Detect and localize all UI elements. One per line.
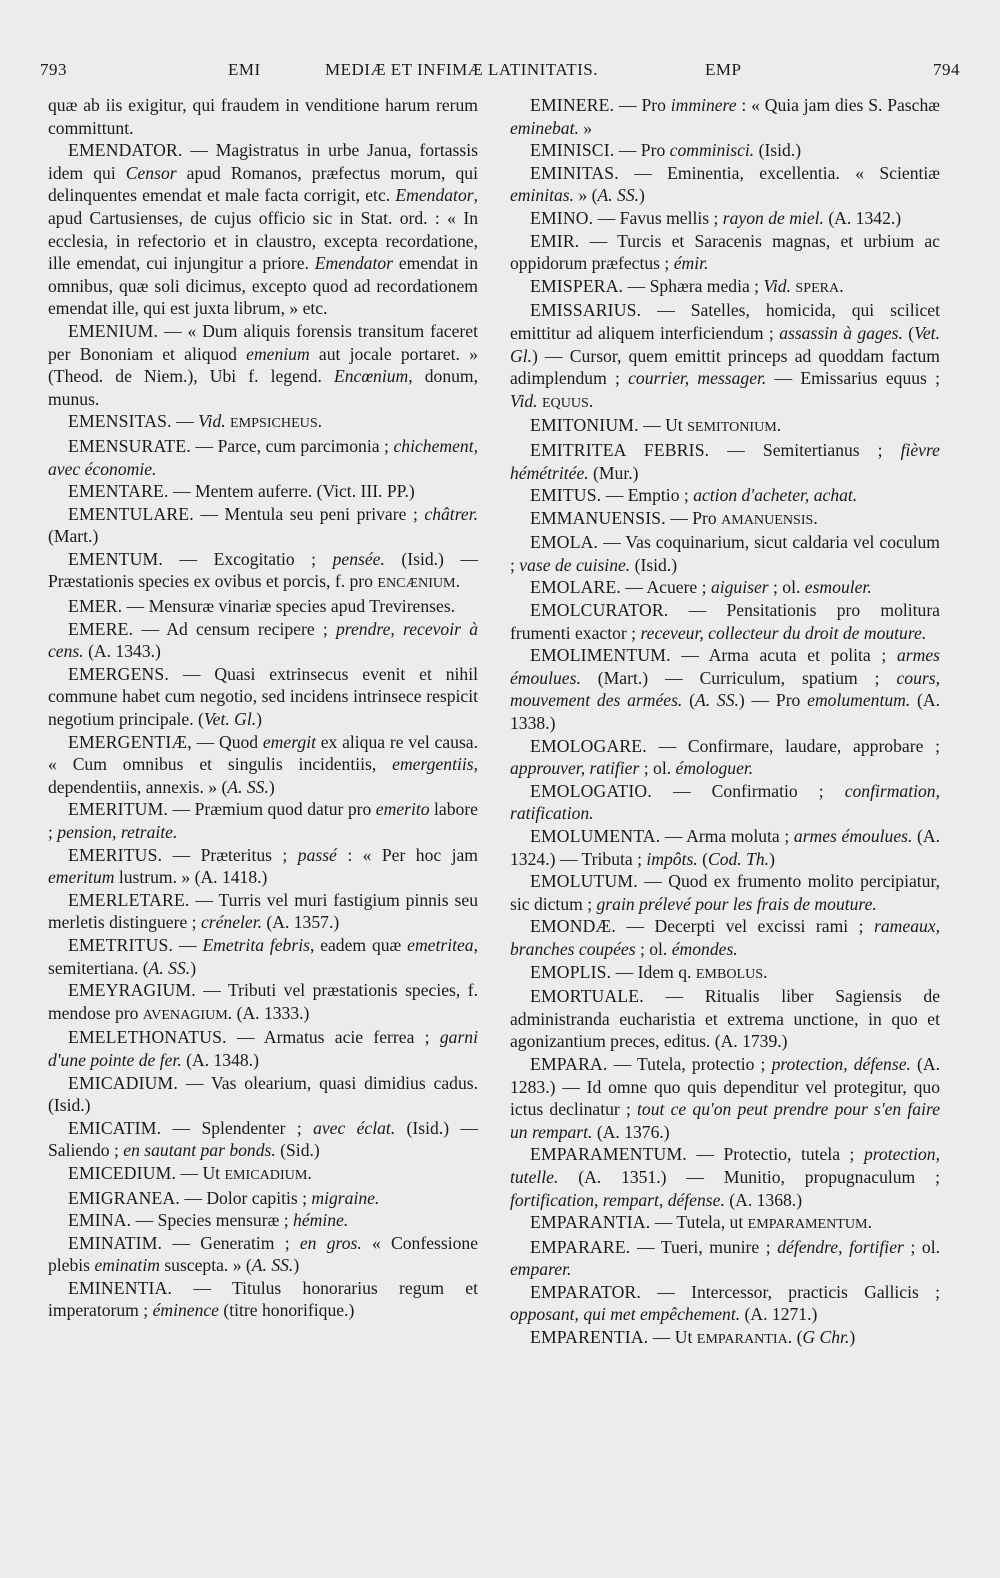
dictionary-entry	[48, 731, 478, 799]
entry-definition: — Mensuræ vinariæ species apud Trevirenses.	[122, 596, 456, 617]
entry-definition: — Præteritus ; passé : « Per hoc jam emeritum lustrum. » (A. 1418.)	[48, 844, 478, 888]
running-header	[40, 60, 960, 90]
entry-definition: — Idem q. EMBOLUS.	[611, 961, 768, 982]
dictionary-entry	[510, 576, 940, 599]
entry-definition: — Pro comminisci. (Isid.)	[614, 140, 802, 161]
entry-definition: — Quod ex frumento molito percipiatur, sic dictum ; grain prélevé pour les frais de mouture.	[510, 871, 940, 914]
entry-headword: EMERE.	[68, 618, 134, 639]
entry-headword: EMOPLIS.	[530, 961, 612, 982]
entry-definition: — Generatim ; en gros. « Confessione plebis eminatim suscepta. » (A. SS.)	[48, 1232, 479, 1276]
entry-definition: — Mentula seu peni privare ; châtrer. (Mart.)	[48, 503, 478, 547]
entry-definition: — Confirmatio ; confirmation, ratification.	[510, 780, 940, 824]
entry-definition: — Turcis et Saracenis magnas, et urbium ac oppidorum præfectus ; émir.	[510, 230, 940, 274]
entry-definition: — Pro AMANUENSIS.	[665, 507, 818, 528]
entry-headword: EMENTUM.	[68, 548, 163, 569]
dictionary-entry	[510, 507, 940, 532]
entry-headword: EMINISCI.	[530, 140, 615, 161]
dictionary-entry	[48, 1187, 478, 1210]
entry-headword: EMENTARE.	[68, 481, 169, 502]
entry-headword: EMOLUMENTA.	[530, 826, 661, 846]
dictionary-entry	[48, 503, 478, 548]
entry-definition: — Pensitationis pro molitura frumenti exactor ; receveur, collecteur du droit de mouture.	[510, 600, 940, 643]
entry-headword: EMERGENTIÆ,	[68, 731, 192, 752]
entry-definition: — Ad censum recipere ; prendre, recevoir à cens. (A. 1343.)	[48, 618, 478, 662]
entry-headword: EMITUS.	[530, 485, 602, 506]
entry-headword: EMPARATOR.	[530, 1281, 642, 1302]
dictionary-entry	[510, 1236, 940, 1281]
dictionary-entry	[48, 320, 478, 410]
dictionary-entry	[48, 1232, 478, 1277]
entry-headword: EMOLOGATIO.	[530, 780, 652, 801]
dictionary-entry	[48, 139, 478, 320]
dictionary-entry	[48, 889, 478, 934]
dictionary-entry	[510, 484, 940, 507]
entry-headword: EMERITUM.	[68, 799, 169, 820]
entry-headword: EMELETHONATUS.	[68, 1027, 227, 1048]
entry-headword: EMENIUM.	[68, 320, 159, 341]
left-column	[48, 94, 478, 1322]
entry-definition: — Parce, cum parcimonia ; chichement, avec économie.	[48, 435, 478, 479]
entry-headword: EMOLIMENTUM.	[530, 645, 671, 666]
entry-headword: EMPARENTIA.	[530, 1327, 649, 1348]
entry-definition: — Quasi extrinsecus evenit et nihil commune habet cum negotio, sed incidens intrinsece respicit negotium principale. (Vet. Gl.)	[48, 663, 478, 730]
entry-headword: EMPARA.	[530, 1053, 608, 1074]
entry-headword: EMINENTIA.	[68, 1277, 173, 1298]
dictionary-entry	[510, 230, 940, 275]
dictionary-entry	[510, 275, 940, 300]
dictionary-entry	[48, 548, 478, 595]
entry-headword: EMORTUALE.	[530, 986, 644, 1007]
page-title: MEDIÆ ET INFIMÆ LATINITATIS.	[325, 60, 598, 79]
dictionary-entry	[48, 1162, 478, 1187]
entry-headword: EMINA.	[68, 1210, 132, 1231]
dictionary-entry	[510, 644, 940, 734]
dictionary-entry	[48, 435, 478, 480]
dictionary-entry	[48, 1026, 478, 1071]
entry-definition: — Eminentia, excellentia. « Scientiæ eminitas. » (A. SS.)	[510, 162, 940, 206]
entry-definition: — Ut EMPARANTIA. (G Chr.)	[648, 1327, 856, 1348]
entry-definition: — Tributi vel præstationis species, f. mendose pro AVENAGIUM. (A. 1333.)	[48, 980, 478, 1023]
entry-definition: — Ut EMICADIUM.	[176, 1162, 312, 1183]
dictionary-entry	[510, 915, 940, 960]
dictionary-entry	[510, 870, 940, 915]
entry-definition: — Tutela, ut EMPARAMENTUM.	[650, 1212, 872, 1233]
dictionary-entry	[510, 599, 940, 644]
entry-headword: EMINITAS.	[530, 162, 619, 183]
entry-headword: EMONDÆ.	[530, 916, 616, 937]
entry-headword: EMENSURATE.	[68, 435, 191, 456]
dictionary-entry	[48, 94, 478, 139]
entry-definition: — Ritualis liber Sagiensis de administranda eucharistia et extrema unctione, in quo et agonizantium preces, editus. (A. 1739.)	[510, 986, 940, 1052]
entry-headword: EMENDATOR.	[68, 140, 183, 161]
dictionary-entry	[48, 480, 478, 503]
entry-headword: EMITONIUM.	[530, 415, 639, 436]
entry-headword: EMOLUTUM.	[530, 871, 638, 892]
entry-definition: — Præmium quod datur pro emerito labore ; pension, retraite.	[48, 799, 478, 842]
entry-definition: — Mentem auferre. (Vict. III. PP.)	[168, 481, 415, 502]
entry-definition: — Vas olearium, quasi dimidius cadus. (Isid.)	[48, 1072, 478, 1116]
dictionary-entry	[510, 1326, 940, 1351]
entry-headword: EMPARARE.	[530, 1236, 631, 1257]
dictionary-entry	[510, 825, 940, 870]
dictionary-entry	[510, 1211, 940, 1236]
dictionary-entry	[48, 1072, 478, 1117]
dictionary-entry	[510, 299, 940, 414]
entry-headword: EMOLOGARE.	[530, 735, 647, 756]
entry-definition: — Turris vel muri fastigium pinnis seu merletis distinguere ; créneler. (A. 1357.)	[48, 889, 478, 933]
entry-definition: — Vas coquinarium, sicut caldaria vel coculum ; vase de cuisine. (Isid.)	[510, 532, 940, 575]
entry-headword: EMEYRAGIUM.	[68, 980, 196, 1001]
entry-definition: — Satelles, homicida, qui scilicet emittitur ad aliquem interficiendum ; assassin à gages. (Vet. Gl.) — Cursor, quem emittit princeps ad quoddam factum adimplendum ; courrier, messager. — Emissarius equus ; Vid. EQUUS.	[510, 300, 941, 411]
entry-definition: — Magistratus in urbe Janua, fortassis idem qui Censor apud Romanos, præfectus morum, qui delinquentes emendat et male facta corrigit, etc. Emendator, apud Cartusienses, de cujus officio sic in Stat. ord. : « In ecclesia, in refectorio et in claustro, excepta recordatione, ille emendat, cui injungitur a priore. Emendator emendat in omnibus, quæ soli dicimus, excepto quod ad recordationem emendat ille, qui est juxta librum, » etc.	[48, 140, 479, 319]
entry-definition: — Emetrita febris, eadem quæ emetritea, semitertiana. (A. SS.)	[48, 934, 478, 978]
entry-headword: EMICEDIUM.	[68, 1162, 177, 1183]
entry-definition: — Emptio ; action d'acheter, achat.	[601, 485, 858, 506]
entry-headword: EMICADIUM.	[68, 1072, 179, 1093]
dictionary-entry	[510, 531, 940, 576]
dictionary-entry	[510, 94, 940, 139]
entry-definition: — Favus mellis ; rayon de miel. (A. 1342.)	[593, 207, 902, 228]
entry-headword: EMINATIM.	[68, 1232, 163, 1253]
entry-headword: EMPARANTIA.	[530, 1212, 651, 1233]
page-number-right: 794	[933, 60, 960, 79]
dictionary-entry	[510, 735, 940, 780]
entry-headword: EMER.	[68, 596, 123, 617]
entry-definition: — Semitertianus ; fièvre hémétritée. (Mur.)	[510, 439, 940, 483]
dictionary-entry	[48, 595, 478, 618]
entry-definition: — Ut SEMITONIUM.	[638, 415, 782, 436]
entry-definition: — Acuere ; aiguiser ; ol. esmouler.	[621, 577, 872, 598]
entry-headword: EMITRITEA FEBRIS.	[530, 439, 710, 460]
dictionary-entry	[510, 780, 940, 825]
dictionary-entry	[48, 663, 478, 731]
entry-definition: — Armatus acie ferrea ; garni d'une pointe de fer. (A. 1348.)	[48, 1027, 478, 1070]
entry-definition: — Protectio, tutela ; protection, tutelle. (A. 1351.) — Munitio, propugnaculum ; fortification, rempart, défense. (A. 1368.)	[510, 1144, 940, 1210]
dictionary-entry	[510, 139, 940, 162]
entry-definition: — Sphæra media ; Vid. SPERA.	[623, 275, 844, 296]
dictionary-entry	[510, 961, 940, 986]
entry-headword: EMMANUENSIS.	[530, 507, 666, 528]
entry-headword: EMOLCURATOR.	[530, 600, 669, 621]
entry-headword: EMINO.	[530, 207, 594, 228]
dictionary-entry	[510, 1143, 940, 1211]
entry-definition: — Arma acuta et polita ; armes émoulues. (Mart.) — Curriculum, spatium ; cours, mouvement des armées. (A. SS.) — Pro emolumentum. (A. 1338.)	[510, 645, 940, 734]
dictionary-entry	[48, 798, 478, 843]
entry-headword: EMERLETARE.	[68, 889, 190, 910]
entry-definition: — Decerpti vel excissi rami ; rameaux, branches coupées ; ol. émondes.	[510, 916, 940, 959]
dictionary-entry	[48, 979, 478, 1026]
entry-definition: — Splendenter ; avec éclat. (Isid.) — Saliendo ; en sautant par bonds. (Sid.)	[48, 1117, 478, 1161]
dictionary-entry	[510, 162, 940, 207]
entry-definition: — Titulus honorarius regum et imperatorum ; éminence (titre honorifique.)	[48, 1277, 478, 1321]
dictionary-entry	[48, 1117, 478, 1162]
dictionary-entry	[48, 410, 478, 435]
entry-definition: — Confirmare, laudare, approbare ; approuver, ratifier ; ol. émologuer.	[510, 735, 940, 779]
index-word-right: EMP	[705, 60, 742, 79]
dictionary-entry	[510, 1053, 940, 1143]
entry-headword: EMISPERA.	[530, 275, 624, 296]
entry-definition: — Tutela, protectio ; protection, défense. (A. 1283.) — Id omne quo quis dependitur vel protegitur, quo ictus declinatur ; tout ce qu'on peut prendre pour s'en faire un rempart. (A. 1376.)	[510, 1053, 940, 1142]
entry-headword: EMENSITAS.	[68, 411, 172, 432]
entry-definition: quæ ab iis exigitur, qui fraudem in venditione harum rerum committunt.	[48, 95, 478, 138]
index-word-left: EMI	[228, 60, 261, 79]
entry-definition: — Pro imminere : « Quia jam dies S. Paschæ eminebat. »	[510, 95, 940, 138]
entry-headword: EMICATIM.	[68, 1117, 162, 1138]
entry-definition: — Intercessor, practicis Gallicis ; opposant, qui met empêchement. (A. 1271.)	[510, 1281, 940, 1325]
entry-headword: EMISSARIUS.	[530, 300, 642, 321]
entry-headword: EMPARAMENTUM.	[530, 1144, 687, 1165]
page-number-left: 793	[40, 60, 67, 79]
entry-definition: — Arma moluta ; armes émoulues. (A. 1324.) — Tributa ; impôts. (Cod. Th.)	[510, 826, 940, 869]
entry-headword: EMIR.	[530, 230, 580, 251]
entry-definition: — Dolor capitis ; migraine.	[179, 1187, 380, 1208]
dictionary-entry	[510, 414, 940, 439]
right-column	[510, 94, 940, 1351]
dictionary-entry	[48, 844, 478, 889]
entry-headword: EMOLARE.	[530, 577, 622, 598]
dictionary-entry	[510, 1281, 940, 1326]
entry-headword: EMIGRANEA.	[68, 1187, 180, 1208]
dictionary-entry	[510, 985, 940, 1053]
entry-headword: EMOLA.	[530, 532, 599, 553]
entry-definition: — Vid. EMPSICHEUS.	[171, 411, 323, 432]
dictionary-entry	[48, 1277, 478, 1322]
dictionary-entry	[510, 439, 940, 484]
entry-headword: EMENTULARE.	[68, 503, 194, 524]
dictionary-entry	[48, 1209, 478, 1232]
dictionary-entry	[48, 934, 478, 979]
entry-definition: — Quod emergit ex aliqua re vel causa. « Cum omnibus et singulis incidentiis, emergentiis, dependentiis, annexis. » (A. SS.)	[48, 731, 479, 797]
entry-definition: — « Dum aliquis forensis transitum faceret per Bononiam et aliquod emenium aut jocale portaret. » (Theod. de Niem.), Ubi f. legend. Encœnium, donum, munus.	[48, 320, 478, 409]
entry-headword: EMETRITUS.	[68, 934, 174, 955]
entry-definition: — Excogitatio ; pensée. (Isid.) — Præstationis species ex ovibus et porcis, f. pro ENCÆNIUM.	[48, 548, 478, 592]
entry-headword: EMERGENS.	[68, 663, 170, 684]
entry-definition: — Species mensuræ ; hémine.	[131, 1210, 349, 1231]
entry-headword: EMERITUS.	[68, 844, 163, 865]
dictionary-entry	[510, 207, 940, 230]
entry-headword: EMINERE.	[530, 95, 615, 115]
dictionary-entry	[48, 618, 478, 663]
entry-definition: — Tueri, munire ; défendre, fortifier ; ol. emparer.	[510, 1236, 941, 1280]
